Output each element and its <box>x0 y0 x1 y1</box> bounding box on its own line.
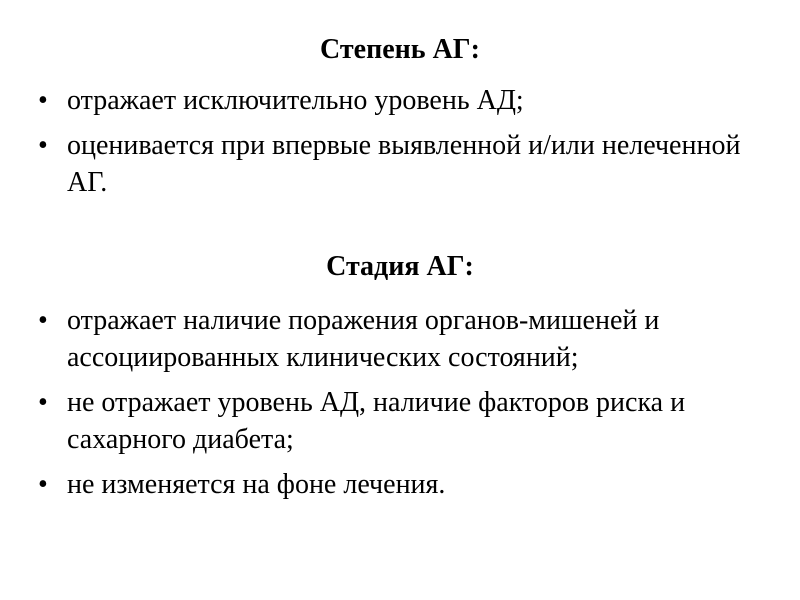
bullet-icon: • <box>38 130 48 161</box>
list-item <box>0 302 747 376</box>
list-item <box>0 127 747 201</box>
list-item <box>0 82 747 119</box>
list-item-text: не отражает уровень АД, наличие факторов риска и сахарного диабета; <box>67 387 686 455</box>
list-item-text: не изменяется на фоне лечения. <box>67 469 446 500</box>
bullet-icon: • <box>38 469 48 500</box>
list-item <box>0 466 747 503</box>
degree-bullet-list <box>0 82 747 209</box>
bullet-icon: • <box>38 387 48 418</box>
bullet-icon: • <box>38 305 48 336</box>
list-item-text: оценивается при впервые выявленной и/или нелеченной АГ. <box>67 130 741 198</box>
stage-bullet-list <box>0 302 747 511</box>
list-item <box>0 384 747 458</box>
bullet-icon: • <box>38 85 48 116</box>
section-heading-degree: Степень АГ: <box>320 34 480 65</box>
list-item-text: отражает исключительно уровень АД; <box>67 85 524 116</box>
section-heading-stage: Стадия АГ: <box>326 251 474 282</box>
list-item-text: отражает наличие поражения органов-мишеней и ассоциированных клинических состояний; <box>67 305 660 373</box>
